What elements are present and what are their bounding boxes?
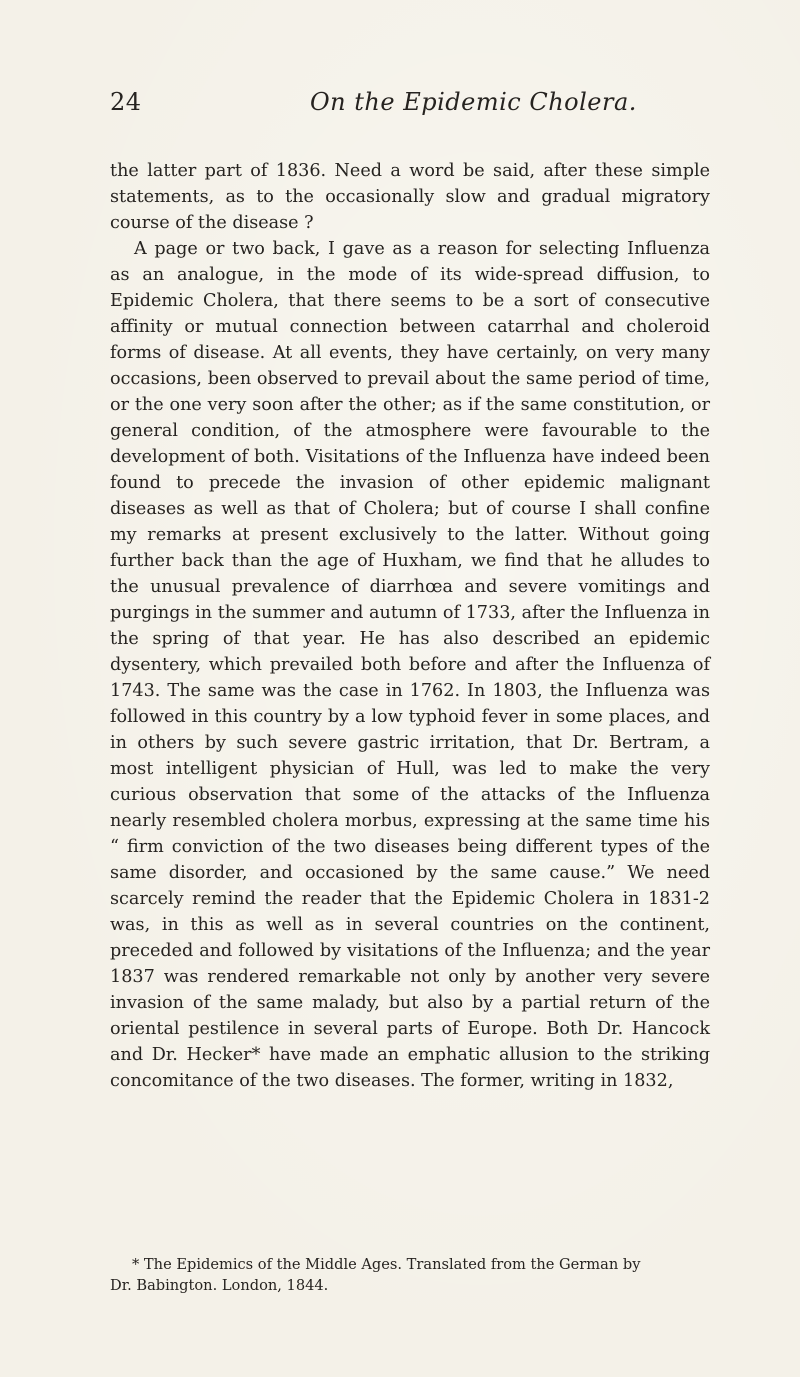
page-number: 24 bbox=[110, 88, 142, 116]
paragraph-continuation: the latter part of 1836. Need a word be said, after these simple statements, as to the occasionally slow and gradual migratory course of the disease ? bbox=[110, 161, 710, 233]
running-head bbox=[110, 88, 710, 122]
footnote bbox=[110, 1254, 710, 1296]
paragraph-influenza-analogue: A page or two back, I gave as a reason for selecting Influenza as an analogue, in the mode of its wide-spread diffusion, to Epidemic Cholera, that there seems to be a sort of consecutive affinity or mutual connection between catarrhal and choleroid forms of disease. At all events, they have certainly, on very many occasions, been observed to prevail about the same period of time, or the one very soon after the other; as if the same constitution, or general condition, of the atmosphere were favourable to the development of both. Visitations of the Influenza have indeed been found to precede the invasion of other epidemic malignant diseases as well as that of Cholera; but of course I shall confine my remarks at present exclusively to the latter. Without going further back than the age of Huxham, we find that he alludes to the unusual prevalence of diarrhœa and severe vomitings and purgings in the summer and autumn of 1733, after the Influenza in the spring of that year. He has also described an epidemic dysentery, which prevailed both before and after the Influenza of 1743. The same was the case in 1762. In 1803, the Influenza was followed in this country by a low typhoid fever in some places, and in others by such severe gastric irritation, that Dr. Bertram, a most intelligent physician of Hull, was led to make the very curious observation that some of the attacks of the Influenza nearly resembled cholera morbus, expressing at the same time his “ firm conviction of the two diseases being different types of the same disorder, and occasioned by the same cause.” We need scarcely remind the reader that the Epidemic Cholera in 1831-2 was, in this as well as in several countries on the continent, preceded and followed by visitations of the Influenza; and the year 1837 was rendered remarkable not only by another very severe invasion of the same malady, but also by a partial return of the oriental pestilence in several parts of Europe. Both Dr. Hancock and Dr. Hecker* have made an emphatic allusion to the striking concomitance of the two diseases. The former, writing in 1832, bbox=[110, 239, 710, 1091]
footnote-line-1: * The Epidemics of the Middle Ages. Translated from the German by bbox=[132, 1256, 641, 1273]
footnote-line-2: Dr. Babington. London, 1844. bbox=[110, 1277, 329, 1294]
running-title: On the Epidemic Cholera. bbox=[310, 88, 637, 116]
body-text bbox=[110, 158, 710, 1094]
